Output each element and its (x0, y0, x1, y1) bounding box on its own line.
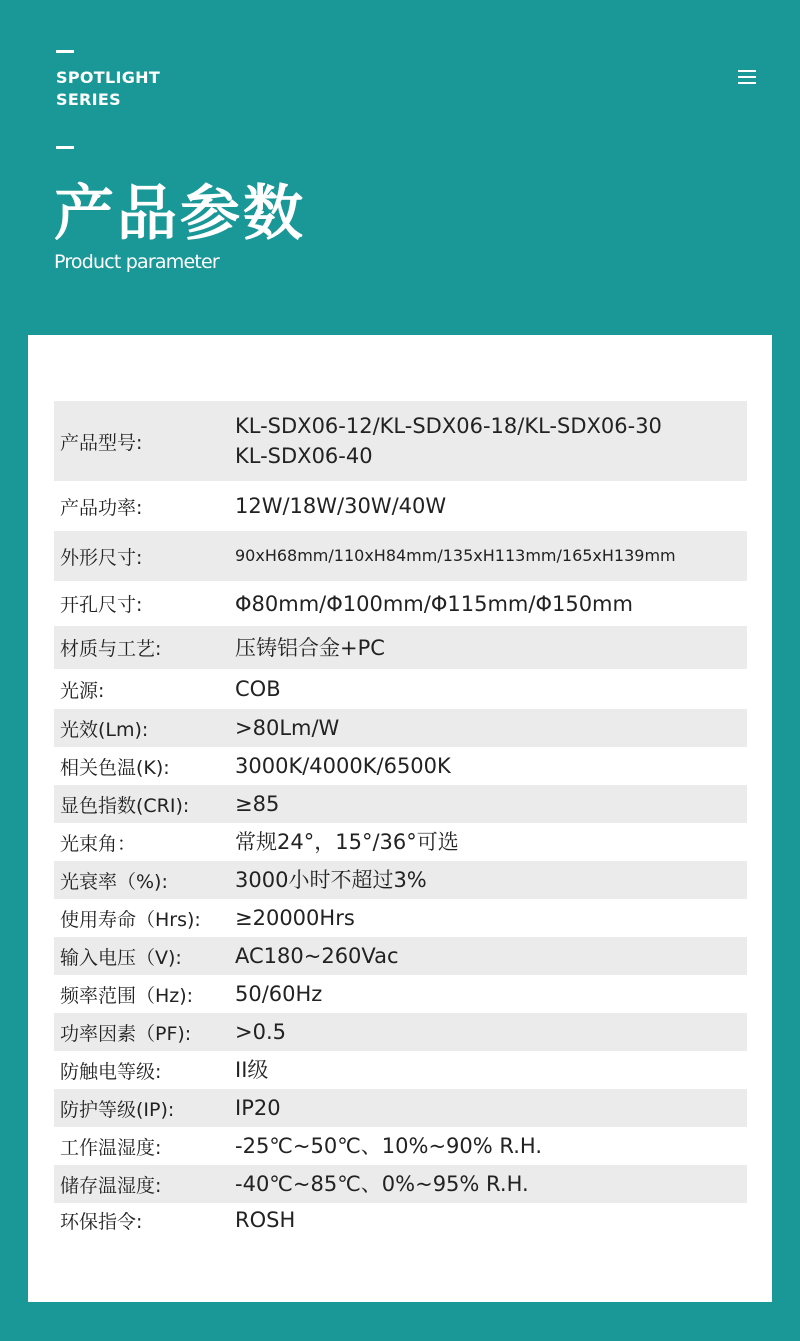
param-value: 3000K/4000K/6500K (235, 754, 451, 778)
param-value: -40℃~85℃、0%~95% R.H. (235, 1172, 529, 1196)
param-label: 输入电压（V): (60, 946, 182, 969)
param-value: COB (235, 677, 281, 701)
param-row-lifetime (54, 899, 747, 937)
param-row-cutout (54, 581, 747, 626)
param-label: 光衰率（%): (60, 870, 168, 893)
series-label-line1: SPOTLIGHT (56, 68, 161, 87)
parameter-card (28, 335, 772, 1302)
top-accent-dash (56, 50, 74, 53)
param-row-efficacy (54, 709, 747, 747)
param-row-frequency (54, 975, 747, 1013)
hamburger-menu-icon[interactable] (738, 70, 756, 84)
param-row-shock-protection (54, 1051, 747, 1089)
param-value: 90xH68mm/110xH84mm/135xH113mm/165xH139mm (235, 546, 676, 565)
param-value: -25℃~50℃、10%~90% R.H. (235, 1134, 543, 1158)
param-label: 防护等级(IP): (60, 1098, 175, 1121)
series-label (56, 67, 160, 111)
param-label: 防触电等级: (60, 1060, 162, 1083)
param-value: IP20 (235, 1096, 281, 1120)
param-row-cri (54, 785, 747, 823)
param-value: ≥20000Hrs (235, 906, 355, 930)
param-value: 常规24°，15°/36°可选 (235, 830, 459, 854)
param-value: 压铸铝合金+PC (235, 635, 385, 660)
param-label: 开孔尺寸: (60, 594, 143, 616)
param-label: 产品型号: (60, 431, 143, 454)
param-label: 使用寿命（Hrs): (60, 908, 201, 931)
param-label: 显色指数(CRI): (60, 794, 190, 817)
param-label: 材质与工艺: (60, 638, 162, 660)
param-label: 光源: (60, 679, 105, 702)
param-label: 工作温湿度: (60, 1136, 162, 1159)
param-row-beam-angle (54, 823, 747, 861)
param-row-cct (54, 747, 747, 785)
param-row-ip-rating (54, 1089, 747, 1127)
param-value-line1: KL-SDX06-12/KL-SDX06-18/KL-SDX06-30 (235, 414, 662, 438)
param-value: 12W/18W/30W/40W (235, 494, 447, 518)
param-row-power-factor (54, 1013, 747, 1051)
param-row-dimensions (54, 531, 747, 581)
param-value: >0.5 (235, 1020, 286, 1044)
param-label: 光束角： (60, 832, 137, 855)
param-row-operating-conditions (54, 1127, 747, 1165)
param-label: 功率因素（PF): (60, 1022, 192, 1045)
param-row-material (54, 626, 747, 669)
parameter-table (54, 401, 747, 1237)
param-value (235, 411, 747, 471)
bottom-accent-dash (56, 146, 74, 149)
series-label-line2: SERIES (56, 90, 121, 109)
param-value: Φ80mm/Φ100mm/Φ115mm/Φ150mm (235, 591, 633, 616)
param-label: 外形尺寸: (60, 546, 143, 569)
param-row-environmental (54, 1203, 747, 1237)
param-row-input-voltage (54, 937, 747, 975)
param-row-storage-conditions (54, 1165, 747, 1203)
param-value: 50/60Hz (235, 982, 323, 1006)
param-value: II级 (235, 1058, 269, 1082)
param-row-light-source (54, 669, 747, 709)
param-value: ≥85 (235, 792, 280, 816)
param-value-line2: KL-SDX06-40 (235, 444, 373, 468)
param-label: 光效(Lm): (60, 718, 149, 741)
param-row-lumen-decay (54, 861, 747, 899)
param-value: ROSH (235, 1208, 296, 1232)
param-row-model (54, 401, 747, 481)
param-label: 环保指令: (60, 1210, 143, 1233)
param-value: 3000小时不超过3% (235, 868, 427, 892)
param-label: 产品功率: (60, 496, 143, 519)
page-subtitle: Product parameter (54, 251, 219, 273)
param-label: 频率范围（Hz): (60, 984, 194, 1007)
param-value: >80Lm/W (235, 716, 340, 740)
param-value: AC180~260Vac (235, 944, 399, 968)
page-title: 产品参数 (54, 179, 306, 249)
param-row-power (54, 481, 747, 531)
param-label: 储存温湿度: (60, 1174, 162, 1197)
param-label: 相关色温(K): (60, 756, 170, 779)
